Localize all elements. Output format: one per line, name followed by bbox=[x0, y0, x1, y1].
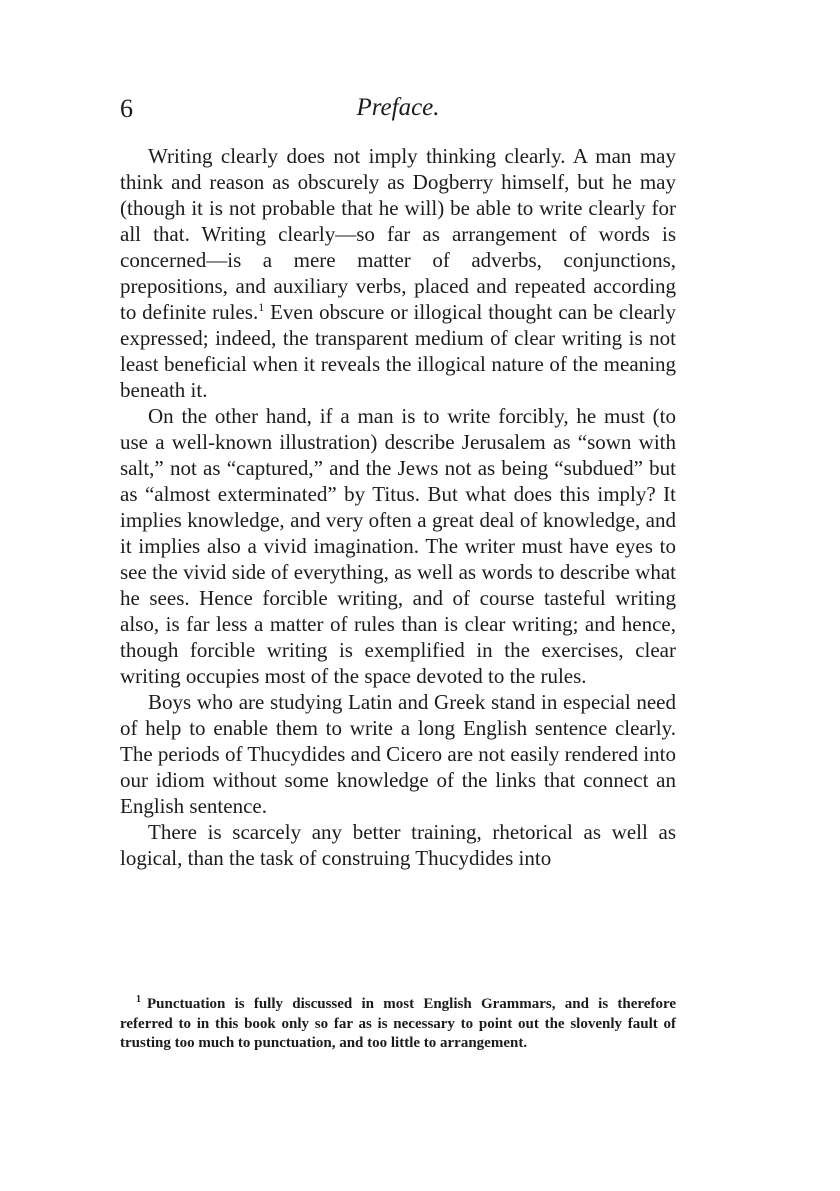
paragraph-1-continuation: Even obscure or illogical thought can be clearly expressed; indeed, the transparent medium of clear writing is not least beneficial when it reveals the illogical nature of the meaning beneath it. bbox=[120, 300, 676, 402]
footnote-text: Punctuation is fully discussed in most English Grammars, and is therefore referred to in this book only so far as is necessary to point out the slovenly fault of trusting too much to punctuation, and too little to arrangement. bbox=[120, 996, 676, 1051]
paragraph-4: There is scarcely any better training, rhetorical as well as logical, than the task of construing Thucydides into bbox=[120, 820, 676, 870]
footnote-paragraph bbox=[120, 995, 676, 1054]
paragraph-1 bbox=[120, 143, 676, 403]
footnote-marker: 1 bbox=[136, 994, 141, 1005]
body-text bbox=[120, 143, 676, 871]
footnote bbox=[120, 995, 676, 1054]
paragraph-3: Boys who are studying Latin and Greek stand in especial need of help to enable them to write a long English sentence clearly. The periods of Thucydides and Cicero are not easily rendered into our idiom without some knowledge of the links that connect an English sentence. bbox=[120, 690, 676, 818]
paragraph-1-text: Writing clearly does not imply thinking clearly. A man may think and reason as obscurely as Dogberry himself, but he may (though it is not probable that he will) be able to write clearly for all that. Writing clearly—so far as arrangement of words is concerned—is a mere matter of adverbs, conjunctions, prepositions, and auxiliary verbs, placed and repeated according to definite rules. bbox=[120, 144, 676, 324]
running-title: Preface. bbox=[356, 94, 440, 121]
footnote-reference: 1 bbox=[258, 300, 265, 314]
paragraph-2: On the other hand, if a man is to write forcibly, he must (to use a well-known illustration) describe Jerusalem as “sown with salt,” not as “captured,” and the Jews not as being “subdued” but as “almost exterminated” by Titus. But what does this imply? It implies knowledge, and very often a great deal of knowledge, and it implies also a vivid imagination. The writer must have eyes to see the vivid side of everything, as well as words to describe what he sees. Hence forcible writing, and of course tasteful writing also, is far less a matter of rules than is clear writing; and hence, though forcible writing is exemplified in the exercises, clear writing occupies most of the space devoted to the rules. bbox=[120, 404, 676, 688]
page-header bbox=[120, 94, 676, 134]
page-number: 6 bbox=[120, 94, 133, 123]
